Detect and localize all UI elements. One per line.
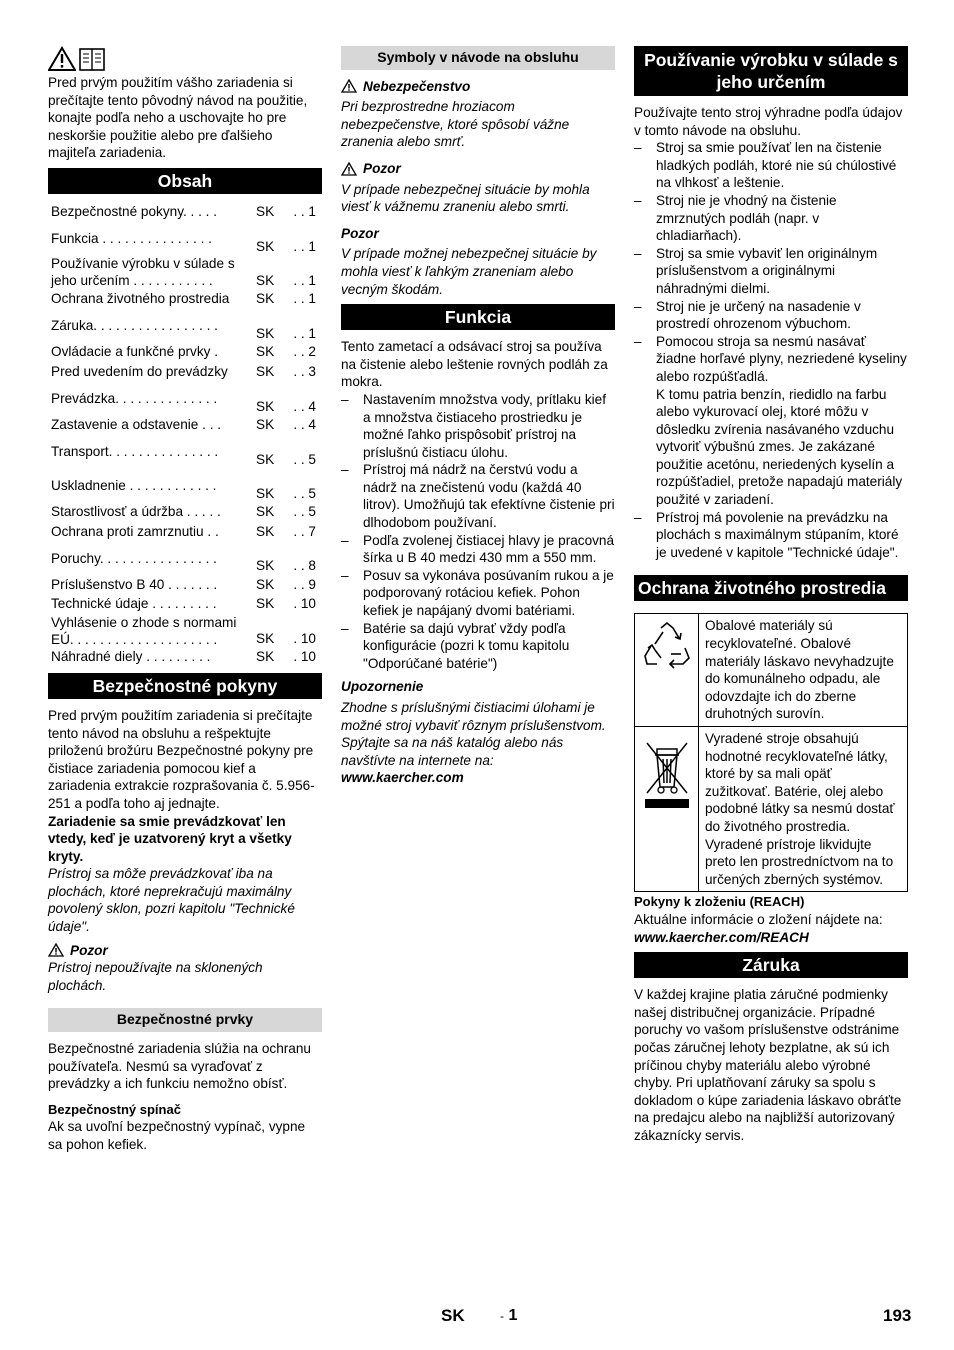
toc-entry-name: Technické údaje . . . . . . . . . xyxy=(51,596,217,612)
list-item: – Podľa zvolenej čistiacej hlavy je pracovná šírka u B 40 medzi 430 mm a 550 mm. xyxy=(341,532,615,567)
footer-section-page-number: 1 xyxy=(508,1307,518,1324)
toc-entry-lang: SK xyxy=(256,238,275,254)
symbols-heading: Symboly v návode na obsluhu xyxy=(341,46,615,70)
warranty-text: V každej krajine platia záručné podmienky našej distribučnej organizácie. Prípadné poruchy vo vašom príslušenstve odstránime počas záručnej lehoty bezplatne, ak sú ich príčinou chyby materiálu alebo výrobné chyby. Pri uplatňovaní záruky sa spolu s dokladom o kúpe zariadenia láskavo obráťte na predajcu alebo na najbližší autorizovaný zákaznícky servis. xyxy=(634,987,902,1143)
toc-entry-page: . . 1 xyxy=(293,203,316,219)
toc-entry-page: . . 1 xyxy=(293,238,316,254)
list-item: – Batérie sa dajú vybrať vždy podľa konfigurácie (pozri k tomu kapitolu "Odporúčané batérie") xyxy=(341,620,615,673)
toc-entry-name: Starostlivosť a údržba . . . . . xyxy=(51,504,221,520)
recycle-icon xyxy=(635,614,699,726)
toc-entry-lang: SK xyxy=(256,417,275,432)
toc-row[interactable] xyxy=(48,289,322,308)
safety-heading: Bezpečnostné pokyny xyxy=(48,673,322,699)
warning-label: Pozor xyxy=(363,160,401,176)
environment-row-packaging xyxy=(635,614,907,727)
toc-entry-page: . . 2 xyxy=(293,344,316,360)
table-of-contents xyxy=(48,202,322,667)
toc-entry-lang: SK xyxy=(256,576,275,592)
toc-entry-lang: SK xyxy=(256,398,275,414)
toc-entry-page: . . 1 xyxy=(293,272,316,288)
danger-warning xyxy=(341,78,615,96)
toc-entry-lang: SK xyxy=(256,363,275,379)
toc-entry-name: Používanie výrobku v súlade s jeho určením . . . . . . . . . . . xyxy=(51,256,235,289)
toc-entry-name: Ochrana životného prostredia xyxy=(51,291,230,307)
toc-entry-name: Uskladnenie . . . . . . . . . . . . xyxy=(51,477,217,493)
environment-text-disposal: Vyradené stroje obsahujú hodnotné recyklovateľné látky, ktoré by sa mali opäť zužitkovať. Batérie, olej alebo podobné látky sa nesmú dostať do životného prostredia. Vyradené prístroje likvidujte preto len prostredníctvom na to určených zberných systémov. xyxy=(705,731,895,887)
toc-row[interactable] xyxy=(48,202,322,221)
toc-row[interactable] xyxy=(48,522,322,541)
intro-text: Pred prvým použitím vášho zariadenia si prečítajte tento pôvodný návod na použitie, konajte podľa neho a uschovajte ho pre neskoršie použitie alebo pre ďalšieho majiteľa zariadenia. xyxy=(48,75,308,161)
reach-url[interactable]: www.kaercher.com/REACH xyxy=(634,929,809,945)
list-item: – Stroj nie je vhodný na čistenie zmrznutých podláh (napr. v chladiarňach). xyxy=(634,192,908,245)
toc-entry-lang: SK xyxy=(256,203,275,219)
safety-bold-note: Zariadenie sa smie prevádzkovať len vtedy, keď je uzatvorený kryt a všetky kryty. xyxy=(48,813,292,864)
toc-entry-name: Záruka. . . . . . . . . . . . . . . . . xyxy=(51,318,218,334)
pozor-warning xyxy=(48,942,322,960)
toc-entry-name: Prevádzka. . . . . . . . . . . . . . xyxy=(51,390,218,406)
danger-text: Pri bezprostredne hroziacom nebezpečenstve, ktoré spôsobí vážne zranenia alebo smrť. xyxy=(341,99,570,150)
toc-entry-lang: SK xyxy=(256,325,275,341)
toc-row[interactable] xyxy=(48,468,322,502)
warning-text: V prípade nebezpečnej situácie by mohla viesť k vážnemu zraneniu alebo smrti. xyxy=(341,181,590,215)
column-1 xyxy=(48,44,322,1154)
toc-entry-page: . . 7 xyxy=(293,523,316,539)
function-heading: Funkcia xyxy=(341,304,615,330)
list-item: – Stroj nie je určený na nasadenie v prostredí ohrozenom výbuchom. xyxy=(634,298,908,333)
function-intro: Tento zametací a odsávací stroj sa používa na čistenie alebo leštenie rovných podláh za mokra. xyxy=(341,339,608,390)
list-item: – Stroj sa smie vybaviť len originálnym príslušenstvom a originálnymi náhradnými dielmi. xyxy=(634,245,908,298)
intended-use-list xyxy=(634,139,908,561)
list-item: – Posuv sa vykonáva posúvaním rukou a je podporovaný rotáciou kefiek. Pohon kefiek je napájaný dvomi batériami. xyxy=(341,567,615,620)
column-2 xyxy=(341,44,615,787)
warning-triangle-icon xyxy=(48,943,64,957)
footer-section-page: - 1 xyxy=(500,1307,518,1324)
safety-switch-title: Bezpečnostný spínač xyxy=(48,1101,181,1117)
toc-entry-page: . . 1 xyxy=(293,291,316,307)
toc-entry-lang: SK xyxy=(256,485,275,501)
toc-row[interactable] xyxy=(48,648,322,667)
pozor-text: Prístroj nepoužívajte na sklonených plochách. xyxy=(48,960,263,993)
environment-text-packaging: Obalové materiály sú recyklovateľné. Obalové materiály láskavo nevyhadzujte do komunálneho odpadu, ale odovzdajte ich do zberne druhotných surovín. xyxy=(705,618,894,722)
toc-entry-lang: SK xyxy=(256,272,275,288)
toc-entry-lang: SK xyxy=(256,596,275,612)
toc-row[interactable] xyxy=(48,415,322,434)
list-item-text: Pomocou stroja sa nesmú nasávať žiadne horľavé plyny, nezriedené kyseliny alebo rozpúšťadlá. xyxy=(656,333,907,384)
toc-row[interactable] xyxy=(48,221,322,255)
list-item: – Prístroj má povolenie na prevádzku na plochách s maximálnym stúpaním, ktoré je uvedené v kapitole "Technické údaje". xyxy=(634,509,908,562)
safety-elements-text: Bezpečnostné zariadenia slúžia na ochranu používateľa. Nesmú sa vyraďovať z prevádzky a ich funkciu nemožno obísť. xyxy=(48,1041,311,1092)
toc-entry-name: Poruchy. . . . . . . . . . . . . . . . xyxy=(51,550,217,566)
warning-triangle-icon xyxy=(48,46,76,72)
note-text-1: Zhodne s príslušnými čistiacimi úlohami je možné stroj vybaviť rôznym príslušenstvom. xyxy=(341,700,606,733)
toc-row[interactable] xyxy=(48,362,322,381)
intro-icons xyxy=(48,44,108,74)
caution-text: V prípade možnej nebezpečnej situácie by mohla viesť k ľahkým zraneniam alebo vecným škodám. xyxy=(341,246,597,297)
intended-use-intro: Používajte tento stroj výhradne podľa údajov v tomto návode na obsluhu. xyxy=(634,105,903,138)
toc-entry-name: Funkcia . . . . . . . . . . . . . . . xyxy=(51,230,212,246)
warning-triangle-icon xyxy=(341,162,357,176)
toc-entry-page: . . 5 xyxy=(293,485,316,501)
danger-label: Nebezpečenstvo xyxy=(363,78,471,94)
list-item: – Prístroj má nádrž na čerstvú vodu a nádrž na znečistenú vodu (každá 40 litrov). Umožňujú tak efektívne čistenie pri dlhodobom používaní. xyxy=(341,461,615,531)
toc-entry-page: . . 4 xyxy=(293,417,316,432)
note-label: Upozornenie xyxy=(341,679,424,695)
toc-entry-page: . 10 xyxy=(293,596,316,612)
toc-entry-name: Ovládacie a funkčné prvky . xyxy=(51,344,218,360)
toc-row[interactable] xyxy=(48,594,322,613)
intro-block xyxy=(48,44,322,74)
toc-row[interactable] xyxy=(48,309,322,343)
footer-language: SK xyxy=(441,1306,465,1325)
safety-elements-heading: Bezpečnostné prvky xyxy=(48,1008,322,1032)
toc-row[interactable] xyxy=(48,614,322,648)
note-text-2: Spýtajte sa na náš katalóg alebo nás navštívte na internete na: xyxy=(341,735,564,768)
toc-entry-page: . . 1 xyxy=(293,325,316,341)
toc-row[interactable] xyxy=(48,434,322,468)
toc-row[interactable] xyxy=(48,541,322,575)
warranty-heading: Záruka xyxy=(634,952,908,978)
note-url[interactable]: www.kaercher.com xyxy=(341,770,464,786)
toc-row[interactable] xyxy=(48,381,322,415)
safety-switch-text: Ak sa uvoľní bezpečnostný vypínač, vypne sa pohon kefiek. xyxy=(48,1119,306,1152)
toc-row[interactable] xyxy=(48,502,322,521)
toc-entry-name: Bezpečnostné pokyny. . . . . xyxy=(51,203,217,219)
toc-entry-name: Zastavenie a odstavenie . . . xyxy=(51,417,222,432)
toc-entry-lang: SK xyxy=(256,504,275,520)
toc-entry-lang: SK xyxy=(256,451,275,467)
warning-triangle-icon xyxy=(341,79,357,93)
reach-text: Aktuálne informácie o zložení nájdete na: xyxy=(634,911,883,927)
toc-entry-lang: SK xyxy=(256,649,275,665)
toc-entry-page: . . 3 xyxy=(293,363,316,379)
toc-entry-lang: SK xyxy=(256,523,275,539)
toc-row[interactable] xyxy=(48,255,322,289)
toc-entry-lang: SK xyxy=(256,344,275,360)
environment-table xyxy=(634,613,908,892)
toc-entry-page: . . 8 xyxy=(293,558,316,574)
toc-entry-name: Náhradné diely . . . . . . . . . xyxy=(51,649,211,665)
footer-page-number: 193 xyxy=(883,1306,912,1325)
list-item-extra: K tomu patria benzín, riedidlo na farbu alebo vykurovací olej, ktoré môžu v dôsledku zvírenia nasávaného vzduchu vytvoriť výbušnú zmes. Je zakázané použitie acetónu, neriedených kyselín a rozpúšťadiel, pretože napadajú materiály použité v zariadení. xyxy=(656,386,903,508)
environment-row-disposal xyxy=(635,727,907,891)
toc-row[interactable] xyxy=(48,575,322,594)
toc-entry-name: Transport. . . . . . . . . . . . . . . xyxy=(51,443,219,459)
list-item: – Nastavením množstva vody, prítlaku kief a množstva čistiaceho prostriedku je možné ľahko prispôsobiť prístroj na príslušnú čistiacu úlohu. xyxy=(341,391,615,461)
intended-use-heading: Používanie výrobku v súlade s jeho určením xyxy=(634,46,908,96)
toc-entry-page: . 10 xyxy=(293,631,316,647)
toc-entry-page: . . 5 xyxy=(293,504,316,520)
toc-entry-lang: SK xyxy=(256,558,275,574)
crossed-bin-icon xyxy=(635,727,699,891)
toc-entry-page: . . 9 xyxy=(293,576,316,592)
function-list xyxy=(341,391,615,673)
toc-entry-page: . . 5 xyxy=(293,451,316,467)
reach-title: Pokyny k zloženiu (REACH) xyxy=(634,894,805,910)
safety-italic-note: Prístroj sa môže prevádzkovať iba na plochách, ktoré neprekračujú maximálny povolený sklon, pozri kapitolu "Technické údaje". xyxy=(48,866,295,935)
toc-heading: Obsah xyxy=(48,168,322,194)
toc-entry-page: . . 4 xyxy=(293,398,316,414)
toc-entry-name: Vyhlásenie o zhode s normami EÚ. . . . . . . . . . . . . . . . . . . . xyxy=(51,614,237,647)
toc-entry-lang: SK xyxy=(256,291,275,307)
list-item: – Stroj sa smie používať len na čistenie hladkých podláh, ktoré nie sú chúlostivé na vlhkosť a leštenie. xyxy=(634,139,908,192)
toc-row[interactable] xyxy=(48,343,322,362)
list-item xyxy=(634,333,908,509)
warning-line xyxy=(341,160,615,178)
caution-label: Pozor xyxy=(341,225,379,241)
pozor-label: Pozor xyxy=(70,942,108,958)
safety-paragraph: Pred prvým použitím zariadenia si prečítajte tento návod na obsluhu a rešpektujte priloženú brožúru Bezpečnostné pokyny pre čistiace zariadenia pomocou kief a zariadenia extrakcie rozprašovania č. 5.956-251 a podľa toho aj jednajte. xyxy=(48,707,315,811)
toc-entry-name: Pred uvedením do prevádzky xyxy=(51,363,228,379)
toc-entry-lang: SK xyxy=(256,631,275,647)
book-icon xyxy=(78,46,106,72)
column-3 xyxy=(634,44,908,1144)
toc-entry-name: Príslušenstvo B 40 . . . . . . . xyxy=(51,576,218,592)
environment-heading: Ochrana životného prostredia xyxy=(634,575,908,601)
toc-entry-page: . 10 xyxy=(293,649,316,665)
toc-entry-name: Ochrana proti zamrznutiu . . xyxy=(51,523,219,539)
